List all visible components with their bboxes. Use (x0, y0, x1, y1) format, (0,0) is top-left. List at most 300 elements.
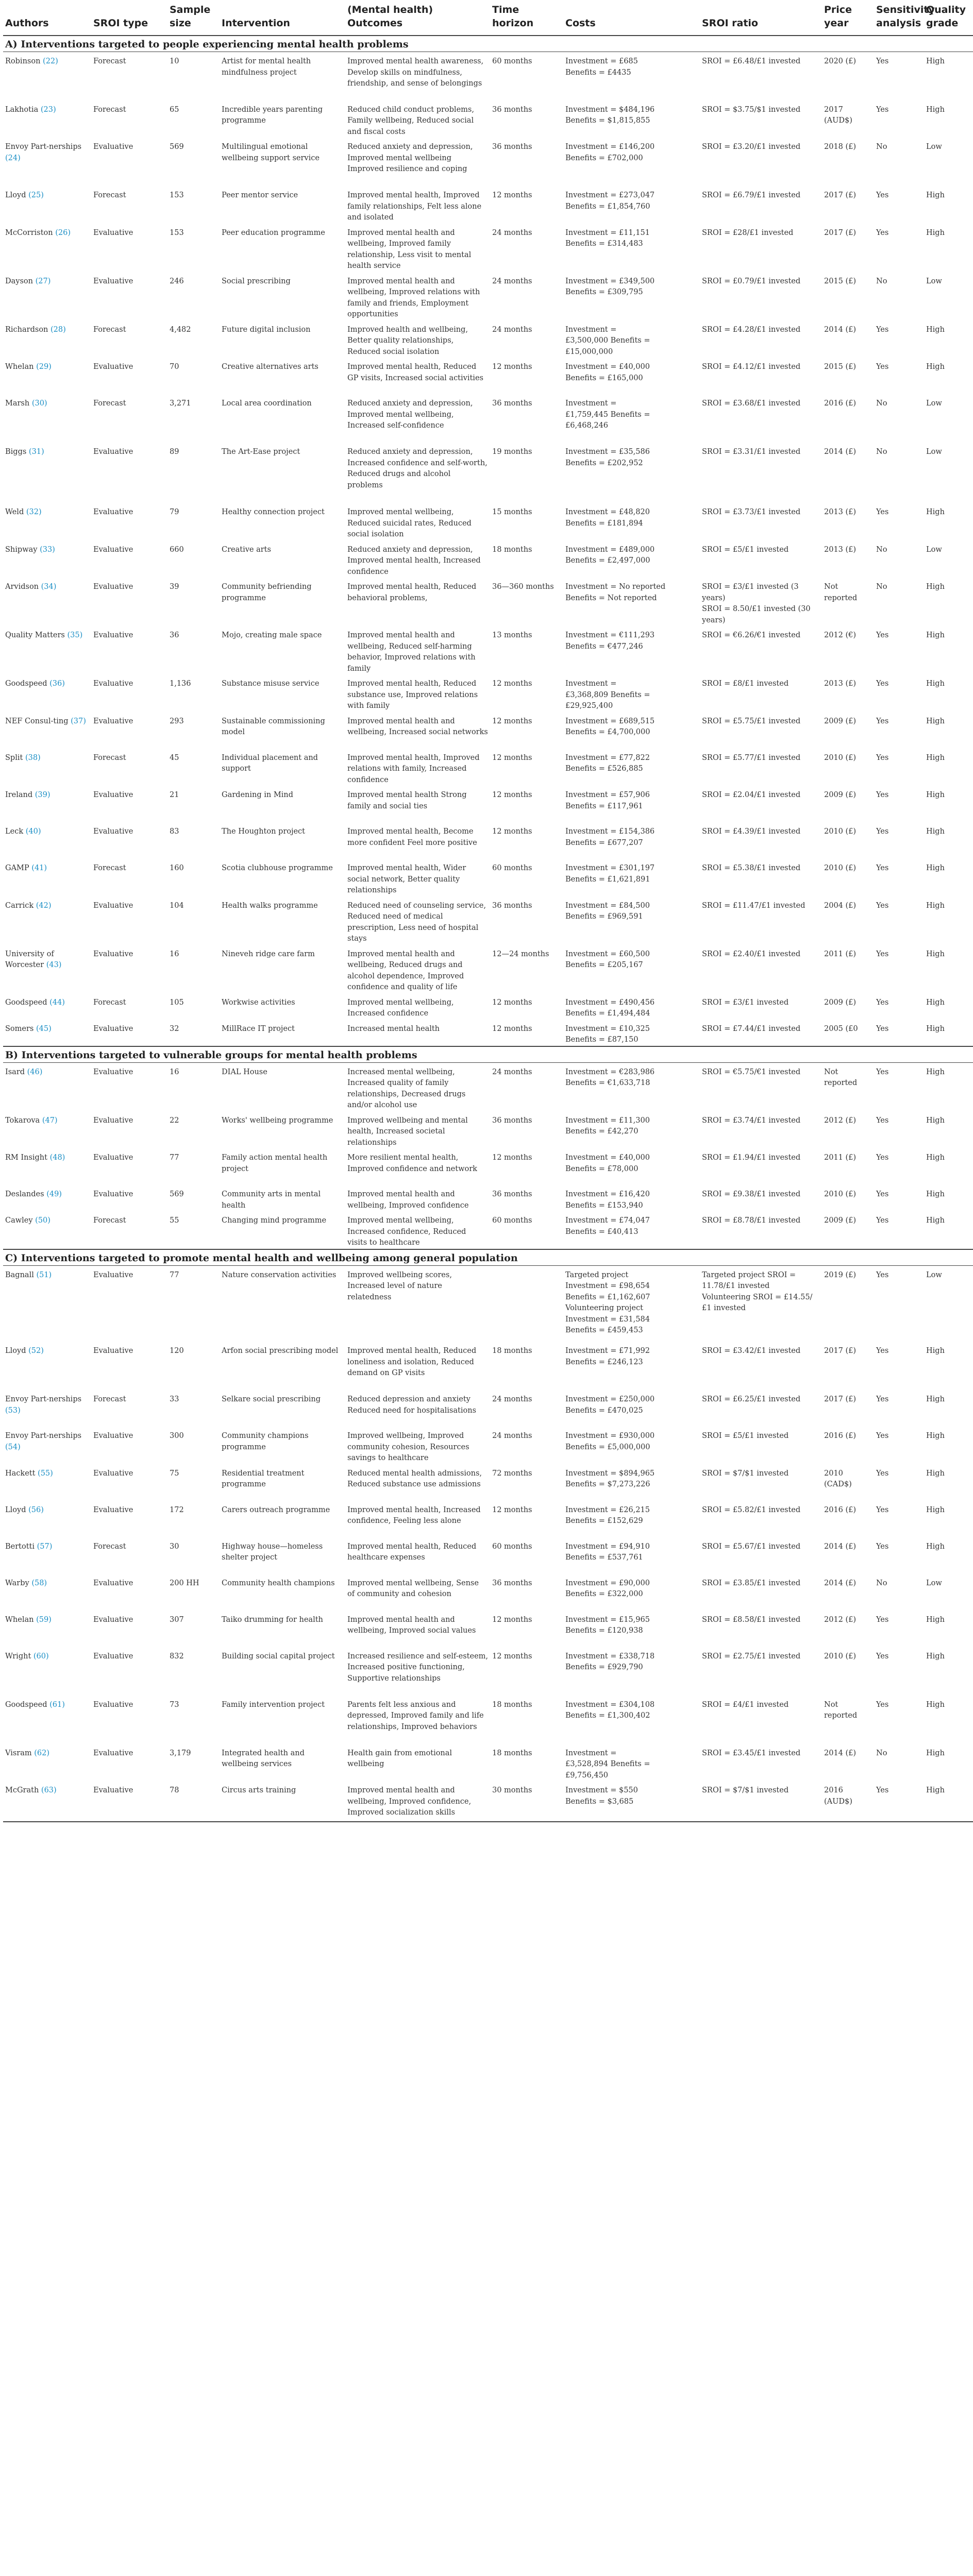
reference-link[interactable]: (27) (35, 277, 51, 285)
cell-sroi-ratio: SROI = £2.04/£1 invested (702, 791, 801, 799)
cell-costs: Investment = £40,000 Benefits = £78,000 (565, 1154, 650, 1173)
cell-quality-grade: High (926, 57, 945, 65)
reference-link[interactable]: (61) (49, 1700, 65, 1709)
cell-author (3, 272, 91, 320)
cell-sroi-ratio: SROI = £28/£1 invested (702, 228, 794, 237)
cell-sroi-ratio: SROI = £6.48/£1 invested (702, 57, 801, 65)
cell-price-year: 2004 (£) (824, 901, 857, 910)
reference-link[interactable]: (25) (28, 191, 44, 199)
cell-costs: Investment = £74,047 Benefits = £40,413 (565, 1216, 650, 1236)
cell-sensitivity: Yes (876, 950, 889, 958)
section-header-row (3, 36, 973, 52)
cell-quality-grade: High (924, 1781, 973, 1822)
author-name: Visram (5, 1749, 32, 1757)
cell-sroi-ratio: SROI = £3/£1 invested (702, 998, 789, 1007)
reference-link[interactable]: (50) (35, 1216, 51, 1225)
reference-link[interactable]: (38) (25, 753, 41, 762)
cell-outcomes: Reduced anxiety and depression, Improved mental wellbeing Improved resilience and coping (347, 143, 473, 173)
header-time-horizon: Time horizon (490, 2, 563, 36)
cell-outcomes: Improved mental health, Improved relations with family, Increased confidence (347, 753, 480, 784)
cell-sroi-type: Evaluative (93, 680, 133, 688)
cell-time-horizon: 12 months (492, 363, 532, 371)
cell-time-horizon: 24 months (492, 1067, 532, 1076)
cell-sroi-type: Evaluative (93, 1270, 133, 1279)
cell-costs: Investment = £10,325 Benefits = £87,150 (565, 1024, 650, 1044)
cell-price-year: 2018 (£) (824, 143, 857, 151)
cell-author (3, 1696, 91, 1744)
cell-sample-size: 77 (170, 1154, 179, 1162)
cell-sensitivity: Yes (874, 1781, 924, 1822)
reference-link[interactable]: (57) (37, 1542, 53, 1551)
author-name: Deslandes (5, 1190, 44, 1198)
cell-price-year: Not reported (824, 583, 858, 602)
cell-quality-grade: High (926, 1749, 945, 1757)
reference-link[interactable]: (47) (42, 1116, 58, 1125)
cell-intervention: The Art-Ease project (222, 448, 300, 456)
cell-sample-size: 153 (170, 191, 184, 199)
cell-sample-size: 70 (170, 363, 179, 371)
table-row (3, 578, 973, 626)
cell-outcomes: Reduced need of counseling service, Reduced need of medical prescription, Less need of hospital stays (347, 901, 486, 943)
cell-quality-grade: High (926, 1542, 945, 1551)
reference-link[interactable]: (52) (28, 1347, 44, 1355)
cell-time-horizon: 12 months (492, 791, 532, 799)
cell-outcomes: Improved mental health and wellbeing, Reduced self-harming behavior, Improved relations with family (347, 631, 476, 673)
cell-costs: Investment = No reported Benefits = Not reported (565, 583, 666, 602)
reference-link[interactable]: (35) (67, 631, 83, 639)
table-row (3, 1148, 973, 1185)
cell-price-year: Not reported (824, 1067, 858, 1087)
cell-price-year: 2010 (£) (824, 864, 857, 872)
cell-sroi-type: Evaluative (93, 791, 133, 799)
table-row (3, 443, 973, 503)
cell-author (3, 1427, 91, 1464)
cell-time-horizon: 12 months (492, 753, 532, 762)
cell-intervention: Peer education programme (222, 228, 325, 237)
reference-link[interactable]: (33) (40, 545, 55, 554)
table-row (3, 712, 973, 749)
cell-time-horizon: 12 months (492, 827, 532, 836)
table-row (3, 1185, 973, 1211)
cell-sroi-ratio: SROI = £3/£1 invested (3 years) SROI = 8.50/£1 invested (30 years) (702, 583, 811, 624)
cell-costs: Targeted project Investment = £98,654 Benefits = £1,162,607 Volunteering project Investment = £31,584 Benefits = £459,453 (565, 1270, 650, 1334)
cell-quality-grade: High (926, 1469, 945, 1478)
cell-sample-size: 55 (170, 1216, 179, 1225)
cell-costs: Investment = £490,456 Benefits = £1,494,484 (565, 998, 655, 1018)
cell-price-year: 2009 (£) (824, 998, 857, 1007)
cell-time-horizon (490, 1265, 563, 1342)
cell-sroi-ratio: SROI = £3.68/£1 invested (702, 399, 801, 408)
cell-intervention: Community arts in mental health (222, 1190, 321, 1210)
header-sroi-ratio: SROI ratio (700, 2, 822, 36)
cell-quality-grade: High (926, 325, 945, 334)
cell-quality-grade: High (926, 508, 945, 516)
cell-sensitivity: Yes (876, 508, 889, 516)
cell-sroi-ratio: SROI = £3.73/£1 invested (702, 508, 801, 516)
cell-outcomes: Improved wellbeing, Improved community cohesion, Resources savings to healthcare (347, 1432, 469, 1462)
cell-author (3, 1020, 91, 1046)
cell-sensitivity: Yes (876, 191, 889, 199)
cell-sroi-type: Evaluative (93, 717, 133, 725)
cell-outcomes: Improved mental health and wellbeing, Improved confidence, Improved socialization skills (345, 1781, 490, 1822)
author-name: Envoy Part-nerships (5, 1395, 82, 1403)
table-row (3, 1574, 973, 1611)
cell-author (3, 1211, 91, 1249)
cell-sensitivity: Yes (876, 57, 889, 65)
author-name: Lloyd (5, 191, 26, 199)
cell-sensitivity: Yes (876, 325, 889, 334)
cell-costs: Investment = £1,759,445 Benefits = £6,468,246 (565, 399, 650, 430)
table-row (3, 1390, 973, 1427)
cell-sroi-ratio: SROI = $7/$1 invested (702, 1469, 789, 1478)
reference-link[interactable]: (31) (28, 448, 44, 456)
author-name: Shipway (5, 545, 38, 554)
cell-sroi-ratio: SROI = €6.26/€1 invested (702, 631, 801, 639)
cell-sensitivity: Yes (876, 901, 889, 910)
cell-quality-grade: High (926, 191, 945, 199)
cell-sample-size: 104 (170, 901, 184, 910)
table-row (3, 224, 973, 272)
cell-quality-grade: High (926, 717, 945, 725)
cell-sample-size: 16 (170, 1067, 179, 1076)
cell-quality-grade: High (926, 791, 945, 799)
header-outcomes: (Mental health) Outcomes (345, 2, 490, 36)
cell-price-year: 2005 (£0 (824, 1024, 858, 1033)
cell-sroi-ratio: SROI = £3.74/£1 invested (702, 1116, 801, 1125)
cell-sensitivity: Yes (876, 717, 889, 725)
cell-intervention: Community befriending programme (222, 583, 312, 602)
cell-costs: Investment = £930,000 Benefits = £5,000,000 (565, 1432, 655, 1451)
reference-link[interactable]: (34) (41, 583, 57, 591)
reference-link[interactable]: (32) (26, 508, 42, 516)
cell-quality-grade: High (926, 1067, 945, 1076)
cell-outcomes: Improved mental wellbeing, Increased confidence, Reduced visits to healthcare (347, 1216, 466, 1247)
cell-sroi-type: Evaluative (93, 448, 133, 456)
cell-author (3, 674, 91, 712)
reference-link[interactable]: (55) (38, 1469, 53, 1478)
table-row (3, 1537, 973, 1574)
cell-outcomes: Improved mental health and wellbeing, Improved relations with family and friends, Employment opportunities (347, 277, 480, 318)
cell-costs: Investment = £84,500 Benefits = £969,591 (565, 901, 650, 921)
cell-sroi-type: Evaluative (93, 143, 133, 151)
cell-sample-size: 4,482 (170, 325, 191, 334)
reference-link[interactable]: (54) (5, 1443, 21, 1451)
cell-time-horizon: 18 months (492, 1749, 532, 1757)
cell-price-year: 2020 (£) (824, 57, 857, 65)
table-row (3, 394, 973, 443)
cell-sroi-ratio: SROI = £2.75/£1 invested (702, 1652, 801, 1660)
cell-price-year: 2016 (£) (824, 1505, 857, 1514)
cell-costs: Investment = £349,500 Benefits = £309,795 (565, 277, 655, 296)
cell-intervention: Peer mentor service (222, 191, 298, 199)
cell-costs: Investment = £11,151 Benefits = £314,483 (565, 228, 650, 248)
author-name: Richardson (5, 325, 48, 334)
cell-sroi-ratio: SROI = £7.44/£1 invested (702, 1024, 801, 1033)
cell-author (3, 1537, 91, 1574)
reference-link[interactable]: (46) (27, 1067, 43, 1076)
cell-sroi-ratio: SROI = £2.40/£1 invested (702, 950, 801, 958)
cell-sample-size: 3,179 (170, 1749, 191, 1757)
cell-quality-grade: High (926, 1395, 945, 1403)
cell-quality-grade: High (926, 1024, 945, 1033)
reference-link[interactable]: (49) (46, 1190, 62, 1198)
table-row (3, 1647, 973, 1696)
cell-price-year: 2012 (£) (824, 1615, 857, 1624)
cell-author (3, 1647, 91, 1696)
reference-link[interactable]: (28) (51, 325, 66, 334)
cell-time-horizon: 12 months (492, 1154, 532, 1162)
cell-sample-size: 73 (170, 1700, 179, 1709)
cell-price-year: 2010 (£) (824, 753, 857, 762)
reference-link[interactable]: (48) (49, 1154, 65, 1162)
cell-sroi-type: Evaluative (93, 363, 133, 371)
cell-intervention: Health walks programme (222, 901, 318, 910)
cell-price-year: 2011 (£) (824, 950, 857, 958)
author-name: Whelan (5, 363, 34, 371)
author-name: Goodspeed (5, 680, 47, 688)
cell-time-horizon: 36 months (492, 1579, 532, 1587)
table-row (3, 320, 973, 358)
cell-costs: Investment = €283,986 Benefits = €1,633,718 (565, 1067, 655, 1087)
cell-time-horizon: 19 months (492, 448, 532, 456)
cell-intervention: Sustainable commissioning model (222, 717, 325, 736)
author-name: Quality Matters (5, 631, 65, 639)
reference-link[interactable]: (40) (25, 827, 41, 836)
cell-quality-grade: Low (926, 277, 942, 285)
cell-intervention: Residential treatment programme (222, 1469, 305, 1488)
cell-sample-size: 65 (170, 105, 179, 114)
cell-author (3, 1611, 91, 1647)
section-title: C) Interventions targeted to promote mental health and wellbeing among general population (3, 1249, 973, 1266)
author-name: Envoy Part-nerships (5, 143, 82, 151)
reference-link[interactable]: (53) (5, 1406, 21, 1415)
cell-author (3, 822, 91, 859)
cell-outcomes: Improved health and wellbeing, Better quality relationships, Reduced social isolation (347, 325, 468, 356)
section-title: B) Interventions targeted to vulnerable groups for mental health problems (3, 1046, 973, 1063)
author-name: Split (5, 753, 23, 762)
cell-price-year: 2010 (£) (824, 1190, 857, 1198)
header-quality-grade: Quality grade (924, 2, 973, 36)
author-name: Marsh (5, 399, 30, 408)
cell-sensitivity: Yes (876, 827, 889, 836)
cell-sample-size: 22 (170, 1116, 179, 1125)
cell-quality-grade: Low (926, 545, 942, 554)
cell-intervention: Multilingual emotional wellbeing support service (222, 143, 320, 162)
reference-link[interactable]: (22) (43, 57, 58, 65)
author-name: Carrick (5, 901, 34, 910)
reference-link[interactable]: (30) (31, 399, 47, 408)
cell-outcomes: Increased mental health (347, 1024, 440, 1033)
cell-sensitivity: No (876, 277, 887, 285)
cell-time-horizon: 12 months (492, 1505, 532, 1514)
table-body (3, 36, 973, 1822)
cell-sroi-type: Forecast (93, 57, 126, 65)
cell-author (3, 896, 91, 945)
section-header-row (3, 1046, 973, 1063)
cell-sroi-type: Evaluative (93, 950, 133, 958)
cell-outcomes: Improved mental health, Increased confidence, Feeling less alone (347, 1505, 481, 1525)
cell-outcomes: Reduced anxiety and depression, Improved mental wellbeing, Increased self-confidence (347, 399, 473, 430)
reference-link[interactable]: (24) (5, 154, 21, 162)
cell-sample-size: 30 (170, 1542, 179, 1551)
reference-link[interactable]: (51) (36, 1270, 52, 1279)
section-title: A) Interventions targeted to people experiencing mental health problems (3, 36, 973, 52)
cell-author (3, 1744, 91, 1782)
cell-costs: Investment = £146,200 Benefits = £702,000 (565, 143, 655, 162)
reference-link[interactable]: (42) (36, 901, 52, 910)
reference-link[interactable]: (59) (36, 1615, 52, 1624)
cell-costs: Investment = $550 Benefits = $3,685 (563, 1781, 700, 1822)
reference-link[interactable]: (44) (49, 998, 65, 1007)
cell-sroi-ratio: SROI = £5.77/£1 invested (702, 753, 801, 762)
cell-quality-grade: High (926, 827, 945, 836)
table-row (3, 100, 973, 138)
cell-time-horizon: 36 months (492, 1190, 532, 1198)
author-name: Robinson (5, 57, 41, 65)
cell-sroi-type: Evaluative (93, 1469, 133, 1478)
table-row (3, 1062, 973, 1111)
header-sroi-type: SROI type (91, 2, 167, 36)
cell-outcomes: Improved wellbeing scores, Increased level of nature relatedness (347, 1270, 452, 1301)
cell-sroi-ratio: SROI = £5.38/£1 invested (702, 864, 801, 872)
cell-sroi-type: Forecast (93, 864, 126, 872)
cell-price-year: 2010 (£) (824, 827, 857, 836)
table-row (3, 358, 973, 394)
cell-costs: Investment = £685 Benefits = £4435 (565, 57, 638, 77)
cell-author (3, 1501, 91, 1537)
cell-intervention: Future digital inclusion (222, 325, 311, 334)
cell-outcomes: Improved mental health and wellbeing, Improved family relationship, Less visit to mental health service (347, 228, 472, 270)
cell-author (3, 1781, 91, 1822)
cell-sensitivity: Yes (876, 1469, 889, 1478)
cell-author (3, 224, 91, 272)
cell-costs: Investment = £35,586 Benefits = £202,952 (565, 448, 650, 467)
cell-sample-size: 172 (170, 1505, 184, 1514)
cell-price-year: 2012 (€) (824, 631, 857, 639)
reference-link[interactable]: (62) (34, 1749, 49, 1757)
author-name: Bagnall (5, 1270, 34, 1279)
cell-sroi-ratio: SROI = £0.79/£1 invested (702, 277, 801, 285)
cell-price-year: 2014 (£) (824, 1542, 857, 1551)
cell-author (3, 749, 91, 786)
cell-author (3, 1111, 91, 1149)
cell-sensitivity: Yes (876, 1116, 889, 1125)
cell-time-horizon: 60 months (492, 864, 532, 872)
cell-price-year: 2009 (£) (824, 1216, 857, 1225)
reference-link[interactable]: (37) (71, 717, 86, 725)
cell-costs: Investment = £26,215 Benefits = £152,629 (565, 1505, 650, 1525)
cell-quality-grade: High (926, 864, 945, 872)
cell-sroi-type: Evaluative (93, 1615, 133, 1624)
cell-sroi-ratio: SROI = £4.28/£1 invested (702, 325, 801, 334)
cell-sensitivity: Yes (876, 631, 889, 639)
author-name: Weld (5, 508, 24, 516)
reference-link[interactable]: (36) (49, 680, 65, 688)
reference-link[interactable]: (63) (41, 1786, 57, 1794)
cell-author (3, 540, 91, 578)
cell-sroi-type: Evaluative (93, 228, 133, 237)
cell-author (3, 1265, 91, 1342)
table-row (3, 1342, 973, 1390)
header-intervention: Intervention (220, 2, 345, 36)
cell-sensitivity: No (876, 583, 887, 591)
cell-time-horizon: 24 months (492, 1395, 532, 1403)
reference-link[interactable]: (39) (35, 791, 51, 799)
author-name: Tokarova (5, 1116, 40, 1125)
cell-time-horizon: 12 months (492, 1615, 532, 1624)
cell-sensitivity: No (876, 448, 887, 456)
cell-sensitivity: Yes (876, 1270, 889, 1279)
reference-link[interactable]: (41) (31, 864, 47, 872)
cell-sample-size: 120 (170, 1347, 184, 1355)
cell-time-horizon: 18 months (492, 1700, 532, 1709)
cell-sensitivity: Yes (876, 998, 889, 1007)
cell-quality-grade: Low (926, 1579, 942, 1587)
reference-link[interactable]: (23) (40, 105, 56, 114)
cell-sroi-type: Forecast (93, 399, 126, 408)
cell-costs: Investment = £3,500,000 Benefits = £15,000,000 (565, 325, 650, 356)
cell-intervention: Selkare social prescribing (222, 1395, 321, 1403)
cell-time-horizon: 12 months (492, 680, 532, 688)
reference-link[interactable]: (43) (46, 961, 62, 969)
cell-sensitivity: Yes (876, 864, 889, 872)
cell-quality-grade: High (926, 753, 945, 762)
table-row (3, 1020, 973, 1046)
cell-sensitivity: Yes (876, 105, 889, 114)
reference-link[interactable]: (29) (36, 363, 52, 371)
table-header (3, 2, 973, 36)
cell-sensitivity: Yes (876, 1347, 889, 1355)
cell-author (3, 503, 91, 540)
header-sample-size: Sample size (167, 2, 220, 36)
cell-sroi-type: Evaluative (93, 583, 133, 591)
cell-outcomes: Parents felt less anxious and depressed, Improved family and life relationships, Improved behaviors (347, 1700, 484, 1731)
header-costs: Costs (563, 2, 700, 36)
cell-sroi-ratio: SROI = $3.75/$1 invested (702, 105, 801, 114)
cell-outcomes: Improved mental health, Reduced substance use, Improved relations with family (347, 680, 478, 710)
cell-sample-size: 832 (170, 1652, 184, 1660)
cell-intervention: Substance misuse service (222, 680, 320, 688)
cell-sample-size: 1,136 (170, 680, 191, 688)
cell-sroi-type: Evaluative (93, 1579, 133, 1587)
author-name: RM Insight (5, 1154, 47, 1162)
cell-quality-grade: High (926, 583, 945, 591)
cell-sensitivity: Yes (876, 1432, 889, 1440)
cell-intervention: The Houghton project (222, 827, 306, 836)
cell-sensitivity: Yes (876, 1067, 889, 1076)
reference-link[interactable]: (45) (36, 1024, 52, 1033)
reference-link[interactable]: (58) (31, 1579, 47, 1587)
cell-outcomes: Improved mental health, Reduced behavioral problems, (347, 583, 477, 602)
cell-sample-size: 77 (170, 1270, 179, 1279)
author-name: Wright (5, 1652, 31, 1660)
cell-costs: Investment = £77,822 Benefits = £526,885 (565, 753, 650, 773)
cell-sroi-ratio: SROI = £5.82/£1 invested (702, 1505, 801, 1514)
cell-author (3, 1062, 91, 1111)
cell-sroi-ratio: SROI = £5.67/£1 invested (702, 1542, 801, 1551)
author-name: Goodspeed (5, 998, 47, 1007)
reference-link[interactable]: (60) (33, 1652, 49, 1660)
cell-intervention: DIAL House (222, 1067, 267, 1076)
table-row (3, 272, 973, 320)
cell-price-year: Not reported (824, 1700, 858, 1720)
cell-time-horizon: 18 months (492, 545, 532, 554)
cell-sample-size: 3,271 (170, 399, 191, 408)
cell-sroi-ratio: SROI = £5/£1 invested (702, 545, 789, 554)
reference-link[interactable]: (26) (55, 228, 71, 237)
table-row (3, 1744, 973, 1782)
reference-link[interactable]: (56) (28, 1505, 44, 1514)
